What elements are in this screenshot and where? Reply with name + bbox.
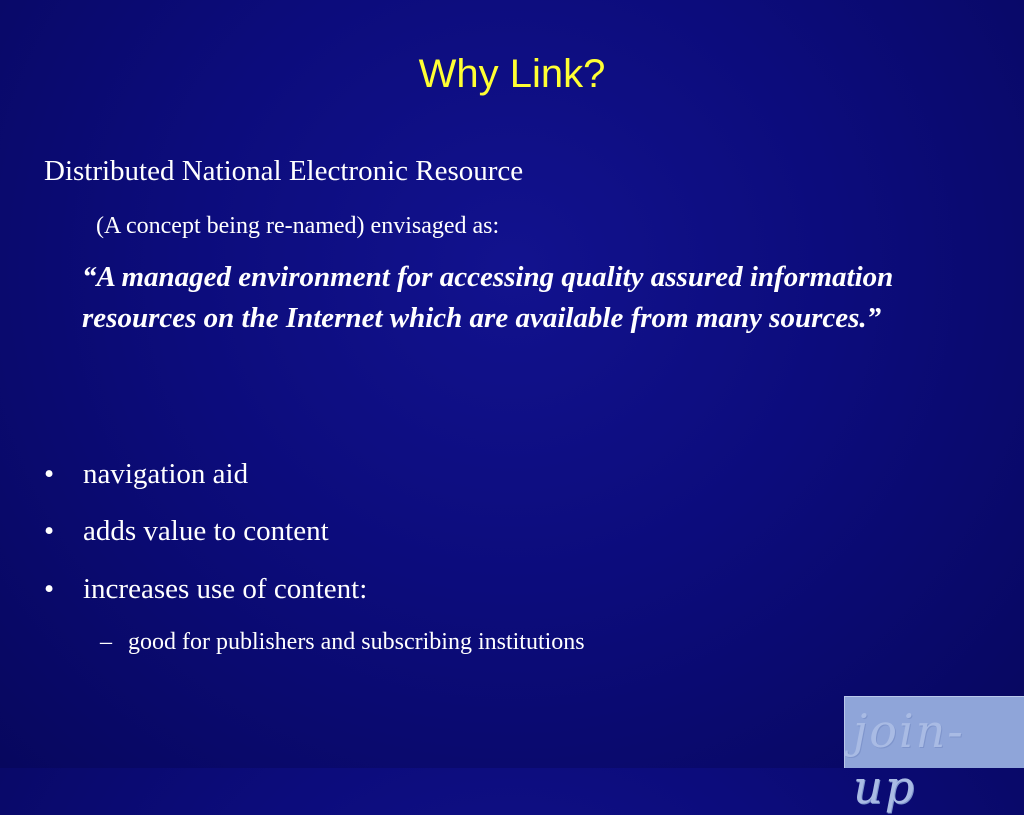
sub-bullet-marker: – <box>100 629 112 655</box>
bullet-item <box>44 455 248 493</box>
bullet-text: adds value to content <box>83 515 329 547</box>
bullet-text: navigation aid <box>83 458 249 490</box>
subline: (A concept being re-named) envisaged as: <box>96 213 500 239</box>
bullet-marker: • <box>44 573 55 605</box>
sub-bullet-item <box>100 626 585 658</box>
bullet-item <box>44 512 329 550</box>
bullet-marker: • <box>44 458 55 490</box>
slide-title: Why Link? <box>418 52 606 96</box>
bullet-marker: • <box>44 515 55 547</box>
definition-quote: “A managed environment for accessing quality assured information resources on the Internet which are available from many sources.” <box>82 261 894 334</box>
sub-bullet-text: good for publishers and subscribing institutions <box>128 629 585 655</box>
bullet-text: increases use of content: <box>83 573 368 605</box>
logo-text: join-up <box>853 704 965 814</box>
bullet-item <box>44 570 367 608</box>
heading: Distributed National Electronic Resource <box>44 155 524 187</box>
join-up-logo <box>844 696 1024 814</box>
